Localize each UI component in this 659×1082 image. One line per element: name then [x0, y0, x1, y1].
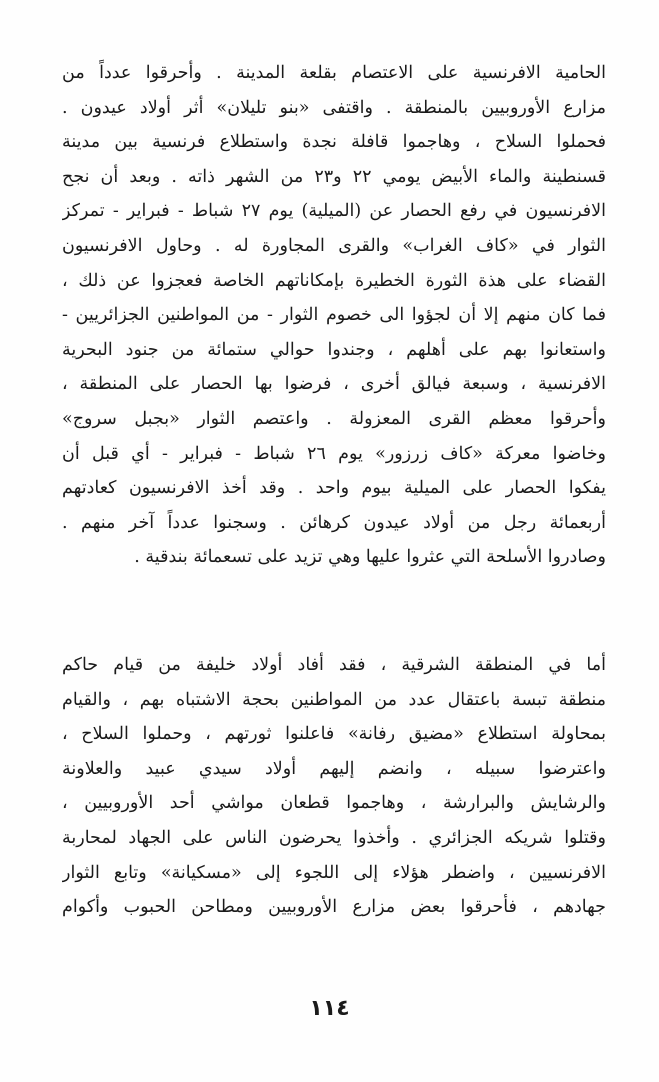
text-line: والرشايش والبرارشة ، وهاجموا قطعان مواشي أحد الأوروبيين ،	[62, 793, 606, 814]
text-line: يفكوا الحصار على الميلية بيوم واحد . وقد أخذ الافرنسيون كعادتهم	[62, 478, 606, 499]
text-line: فما كان منهم إلا أن لجؤوا الى خصوم الثوار - من المواطنين الجزائريين -	[62, 305, 606, 326]
text-line: قسنطينة والماء الأبيض يومي ٢٢ و٢٣ من الشهر ذاته . وبعد أن نجح	[62, 166, 606, 187]
text-line: وخاضوا معركة «كاف زرزور» يوم ٢٦ شباط - فبراير - أي قبل أن	[62, 443, 606, 464]
text-line: وصادروا الأسلحة التي عثروا عليها وهي تزيد على تسعمائة بندقية .	[134, 547, 606, 568]
text-line: وقتلوا شريكه الجزائري . وأخذوا يحرضون الناس على الجهاد لمحاربة	[62, 827, 606, 848]
paragraph-1	[62, 56, 606, 575]
paragraph-2	[62, 648, 606, 925]
text-line: أما في المنطقة الشرقية ، فقد أفاد أولاد خليفة من قيام حاكم	[62, 655, 606, 675]
page-number: ١١٤	[309, 996, 350, 1021]
text-line: مزارع الأوروبيين بالمنطقة . واقتفى «بنو تليلان» أثر أولاد عيدون .	[62, 97, 606, 118]
text-line: الافرنسيون في رفع الحصار عن (الميلية) يوم ٢٧ شباط - فبراير - تمركز	[62, 201, 606, 222]
text-line: واعترضوا سبيله ، وانضم إليهم أولاد سيدي عبيد والعلاونة	[62, 758, 606, 779]
text-line: واستعانوا بهم على أهلهم ، وجندوا حوالي ستمائة من جنود البحرية	[62, 339, 606, 360]
text-line: الافرنسية ، وسبعة فيالق أخرى ، فرضوا بها الحصار على المنطقة ،	[62, 374, 606, 395]
text-line: فحملوا السلاح ، وهاجموا قافلة نجدة واستطلاع فرنسية بين مدينة	[62, 132, 606, 153]
text-line: جهادهم ، فأحرقوا بعض مزارع الأوروبيين ومطاحن الحبوب وأكوام	[62, 897, 606, 918]
text-line: منطقة تبسة باعتقال عدد من المواطنين بحجة الاشتباه بهم ، والقيام	[62, 689, 606, 710]
text-line: القضاء على هذة الثورة الخطيرة بإمكاناتهم الخاصة فعجزوا عن ذلك ،	[62, 270, 606, 291]
text-line: بمحاولة استطلاع «مضيق رفانة» فاعلنوا ثورتهم ، وحملوا السلاح ،	[62, 724, 606, 745]
text-line: وأحرقوا معظم القرى المعزولة . واعتصم الثوار «بجبل سروج»	[62, 408, 606, 429]
text-line: أربعمائة رجل من أولاد عيدون كرهائن . وسجنوا عدداً آخر منهم .	[62, 512, 606, 533]
text-line: الافرنسيين ، واضطر هؤلاء إلى اللجوء إلى «مسكيانة» وتابع الثوار	[62, 862, 606, 883]
text-line: الثوار في «كاف الغراب» والقرى المجاورة له . وحاول الافرنسيون	[62, 235, 606, 256]
text-line: الحامية الافرنسية على الاعتصام بقلعة المدينة . وأحرقوا عدداً من	[62, 63, 606, 83]
